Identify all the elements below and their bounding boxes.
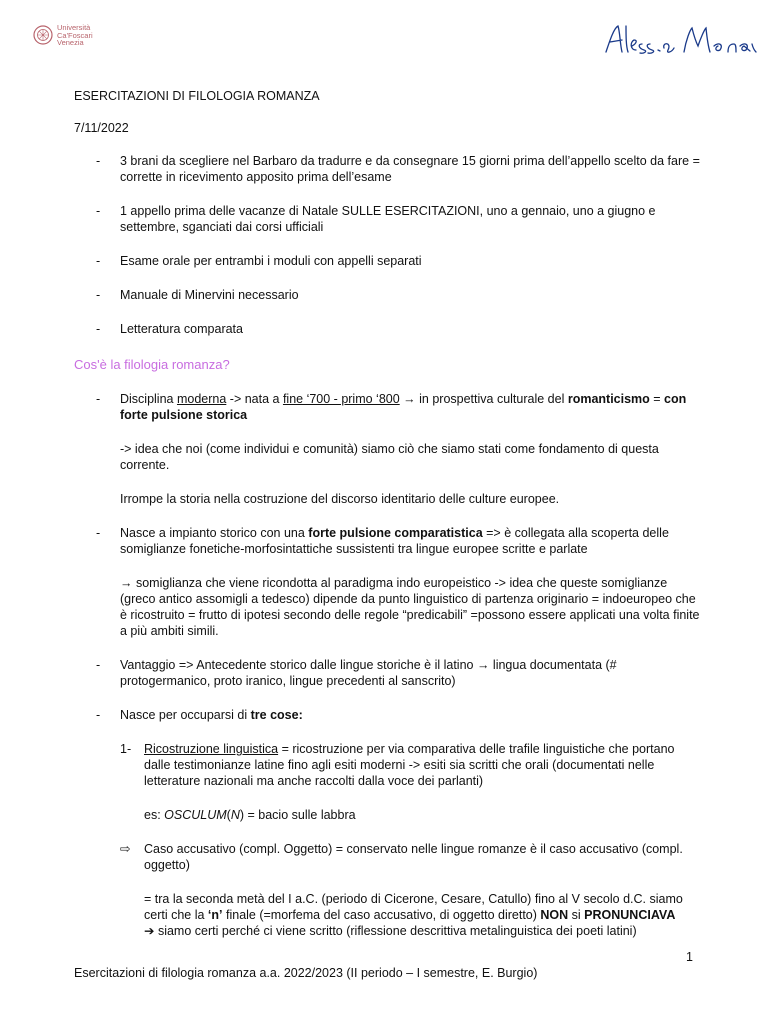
logo-line-3: Venezia <box>57 38 84 47</box>
intro-bullet-1 <box>74 153 702 185</box>
paragraph-storia: Irrompe la storia nella costruzione del discorso identitario delle culture europee. <box>120 492 560 506</box>
bullet-marker: - <box>96 288 101 302</box>
bullet-text <box>120 525 702 557</box>
logo-text <box>57 24 93 47</box>
intro-bullet-2 <box>74 203 702 235</box>
text-run: siamo certi perché ci viene scritto (riflessione descrittiva metalinguistica dei poeti latini) <box>154 924 637 938</box>
text-run: -> nata a <box>226 392 283 406</box>
bullet-marker: - <box>96 392 101 406</box>
bullet-text: 1 appello prima delle vacanze di Natale SULLE ESERCITAZIONI, uno a gennaio, uno a giugno e settembre, sganciati dai corsi ufficiali <box>120 204 656 234</box>
bullet-impianto-storico <box>74 525 702 557</box>
document-title: ESERCITAZIONI DI FILOLOGIA ROMANZA <box>74 89 320 103</box>
text-run: Nasce a impianto storico con una <box>120 526 309 540</box>
text-run: = ricostruzione per via comparativa delle trafile linguistiche che portano dalle testimonianze latine fino agli esiti moderni -> esiti sia scritti che orali (documentati nelle letterature nazionali ma anche raccolti dalla voce dei parlanti) <box>144 742 675 788</box>
bullet-marker: - <box>96 526 101 540</box>
italic-text: OSCULUM <box>164 808 227 822</box>
bullet-text <box>120 707 702 723</box>
paragraph-somiglianza: → somiglianza che viene ricondotta al paradigma indo europeistico -> idea che queste somiglianze (greco antico assomigli a tedesco) dipende da punto linguistico di partenza originario = indoeuropeo che è ricostruito = frutto di ipotesi secondo delle regole “predicabili” =possono essere applicati una volta finite a più ambiti simili. <box>120 576 700 638</box>
bullet-text: Esame orale per entrambi i moduli con appelli separati <box>120 254 422 268</box>
intro-bullet-5 <box>74 321 702 337</box>
italic-text: N <box>230 808 240 822</box>
text-run: es: <box>144 808 165 822</box>
text-run: → in prospettiva culturale del <box>399 392 568 406</box>
number-marker: 1- <box>120 742 132 756</box>
bullet-marker: - <box>96 204 101 218</box>
bullet-text: Letteratura comparata <box>120 322 243 336</box>
intro-bullet-4 <box>74 287 702 303</box>
bold-arrow-icon: ➔ <box>144 924 155 938</box>
text-run: Disciplina <box>120 392 177 406</box>
bold-text: ‘n’ <box>207 908 223 922</box>
arrow-item-accusativo <box>120 841 702 873</box>
arrow-marker-icon: ⇨ <box>120 842 131 856</box>
section-heading-text: Cos'è la filologia romanza? <box>74 357 230 372</box>
text-run: = <box>649 392 665 406</box>
university-seal-icon <box>33 25 53 45</box>
logo-line-1: Università <box>57 23 91 32</box>
paragraph-idea: -> idea che noi (come individui e comunità) siamo ciò che siamo stati come fondamento di questa corrente. <box>120 442 659 472</box>
text-run: Nasce per occuparsi di <box>120 708 251 722</box>
document-date: 7/11/2022 <box>74 121 129 135</box>
bullet-text: 3 brani da scegliere nel Barbaro da tradurre e da consegnare 15 giorni prima dell’appello scelto da fare = corrette in ricevimento apposito prima dell’esame <box>120 154 700 184</box>
intro-bullet-3 <box>74 253 702 269</box>
bullet-marker: - <box>96 322 101 336</box>
bullet-marker: - <box>96 254 101 268</box>
bullet-marker: - <box>96 658 101 672</box>
bullet-disciplina <box>74 391 702 423</box>
underlined-text: fine ‘700 - primo ‘800 <box>282 392 400 406</box>
arrow-item-text: Caso accusativo (compl. Oggetto) = conservato nelle lingue romanze è il caso accusativo (compl. oggetto) <box>144 842 683 872</box>
bold-text: tre cose: <box>250 708 303 722</box>
text-run: => è collegata alla scoperta delle somiglianze fonetiche-morfosintattiche sussistenti tra lingue europee scritte e parlate <box>120 526 669 556</box>
university-logo <box>33 24 93 47</box>
underlined-text: moderna <box>176 392 227 406</box>
document-body <box>74 88 702 939</box>
text-run: ( <box>226 808 231 822</box>
bold-text: romanticismo <box>567 392 650 406</box>
bullet-marker: - <box>96 154 101 168</box>
bold-text: forte pulsione comparatistica <box>308 526 483 540</box>
bullet-tre-cose <box>74 707 702 723</box>
bullet-text: Manuale di Minervini necessario <box>120 288 299 302</box>
page-footer: Esercitazioni di filologia romanza a.a. 2022/2023 (II periodo – I semestre, E. Burgio) <box>74 966 538 980</box>
bullet-text <box>120 391 702 423</box>
bold-text: PRONUNCIAVA <box>584 908 676 922</box>
handwritten-signature <box>600 18 760 62</box>
text-run: finale (=morfema del caso accusativo, di oggetto diretto) <box>222 908 541 922</box>
logo-line-2: Ca'Foscari <box>57 30 93 40</box>
section-heading <box>74 357 702 373</box>
example-line <box>144 807 702 823</box>
bullet-vantaggio <box>74 657 702 689</box>
bullet-marker: - <box>96 708 101 722</box>
paragraph-pronuncia <box>144 891 702 939</box>
page-number: 1 <box>686 950 693 964</box>
underlined-text: Ricostruzione linguistica <box>144 742 279 756</box>
numbered-item-1 <box>120 741 702 789</box>
bold-text: con forte pulsione storica <box>120 392 687 422</box>
bullet-text: Vantaggio => Antecedente storico dalle lingue storiche è il latino → lingua documentata (# protogermanico, proto iranico, lingue precedenti al sanscrito) <box>120 658 617 688</box>
text-run: si <box>568 908 585 922</box>
text-run: ) = bacio sulle labbra <box>239 808 356 822</box>
text-run: = tra la seconda metà del I a.C. (periodo di Cicerone, Cesare, Catullo) fino al V secolo d.C. siamo certi che la <box>144 892 683 922</box>
numbered-item-text <box>144 741 702 789</box>
bold-text: NON <box>540 908 569 922</box>
